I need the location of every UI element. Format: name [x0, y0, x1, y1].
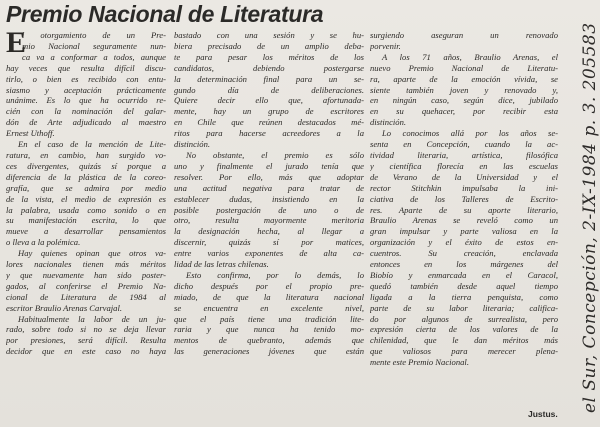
text-line: lidad de las letras chilenas. [174, 259, 269, 270]
text-line: otro, resulta mayormente meritoria [174, 215, 364, 226]
text-line: dón de Arte adjudicado al maestro [6, 117, 166, 128]
text-line: ca va a conformar a todos, aunque [22, 51, 166, 62]
text-line: su manifestación escrita, lo que [6, 215, 166, 226]
text-line: distinción. [370, 117, 407, 128]
text-line: grafía, que se admira por medio [6, 182, 166, 193]
text-line: la designación hecha, al llegar a [174, 226, 364, 237]
text-line: Esto confirma, por lo demás, lo [186, 269, 364, 280]
text-line: dicho después por el propio pre- [174, 280, 364, 291]
text-line: do por algunos de surrealista, pero [370, 313, 558, 324]
text-line: cién con la nominación del galar- [6, 106, 166, 117]
text-line: se encuentra en excelente nivel, [174, 302, 364, 313]
text-line: Biobío y enmarcada en el Caracol, [370, 269, 558, 280]
text-line: y que nuevamente han sido poster- [6, 269, 166, 280]
text-line: candidatos, debiendo postergarse [174, 62, 364, 73]
text-line: porvenir. [370, 40, 401, 51]
text-line: escritor Braulio Arenas Carvajal. [6, 302, 123, 313]
text-line: una actitud negativa para tratar de [174, 182, 364, 193]
text-line: resolver. Por ello, más que adoptar [174, 171, 364, 182]
text-line: miado, de que la literatura nacional [174, 291, 364, 302]
text-line: te para pesar los méritos de los [174, 51, 364, 62]
article-title: Premio Nacional de Literatura [6, 1, 324, 27]
text-line: ciativa de los Talleres de Escrito- [370, 193, 558, 204]
handwritten-annotation: el Sur, Concepción, 2-IX-1984 p. 3. 205583 [580, 22, 600, 413]
text-line: o lleva a la polémica. [6, 237, 81, 248]
text-line: senta en Concepción, cuando la ac- [370, 139, 558, 150]
text-line: siasmo y aceptación prácticamente [6, 84, 166, 95]
text-line: que valiosos para merecer plena- [370, 346, 558, 357]
text-line: hay veces que resulta difícil discu- [6, 62, 166, 73]
text-line: quedó también desde aquel tiempo [370, 280, 558, 291]
text-line: parte de su labor literaria; califica- [370, 302, 558, 313]
text-line: A los 71 años, Braulio Arenas, el [382, 51, 558, 62]
text-line: Braulio Arenas se reveló como un [370, 215, 558, 226]
text-line: y científica florecía en las escuelas [370, 160, 558, 171]
text-line: raria y que nunca ha tenido mo- [174, 324, 364, 335]
text-line: surgiendo aseguran un renovado [370, 30, 558, 40]
text-line: rado, sobre todo si no se deja llevar [6, 324, 166, 335]
text-line: mente este Premio Nacional. [370, 357, 469, 368]
text-line: ces divergentes, quizás sí porque a [6, 160, 166, 171]
text-line: la palabra, usada como sonido o en [6, 204, 166, 215]
text-line: tividad literaria, artística, filosófica [370, 149, 558, 160]
text-line: entre varios exponentes de alta ca- [174, 248, 364, 259]
text-line: diferencia de la plástica de la coreo- [6, 171, 166, 182]
text-line: unánime. Es lo que ha ocurrido re- [6, 95, 166, 106]
text-line: rector Stitchkin impulsaba la ini- [370, 182, 558, 193]
text-line: discernir, quizás sí por matices, [174, 237, 364, 248]
text-line: mio Nacional seguramente nun- [22, 40, 166, 51]
text-line: ligada a la tierra penquista, como [370, 291, 558, 302]
text-line: gran impulsar y parte valiosa en la [370, 226, 558, 237]
column-3-text [370, 30, 558, 368]
text-line: en su quehacer, por recibir esta [370, 106, 558, 117]
text-line: la determinación final para un se- [174, 73, 364, 84]
text-line: que el país tiene una tradición lite- [174, 313, 364, 324]
text-line: decidor que en este caso no haya [6, 346, 166, 357]
article-column-1 [6, 26, 166, 357]
text-line: l otorgamiento de un Pre- [22, 30, 166, 40]
text-line: de Verano de la Universidad y el [370, 171, 558, 182]
text-line: mente, hay un grupo de escritores [174, 106, 364, 117]
text-line: distinción. [174, 139, 211, 150]
text-line: lores nacionales tienen más méritos [6, 259, 166, 270]
text-line: entonces en los márgenes del [370, 259, 558, 270]
article-signature: Justus. [528, 409, 558, 419]
text-line: Quiere decir ello que, afortunada- [174, 95, 364, 106]
text-line: Habitualmente la labor de un ju- [18, 313, 166, 324]
article-column-2 [174, 30, 364, 357]
text-line: siente también joven y renovado y, [370, 84, 558, 95]
text-line: ra, aparte de la emoción vívida, se [370, 73, 558, 84]
text-line: ratura, en cambio, han surgido vo- [6, 149, 166, 160]
text-line: de la vista, el medio de expresión es [6, 193, 166, 204]
drop-cap-letter: E [6, 26, 27, 59]
text-line: No obstante, el premio es sólo [186, 149, 364, 160]
column-1-text [6, 26, 166, 357]
text-line: Ernest Uthoff. [6, 128, 55, 139]
text-line: posible postergación de uno o de [174, 204, 364, 215]
text-line: cional de Literatura de 1984 al [6, 291, 166, 302]
text-line: establecer dudas, insistiendo en la [174, 193, 364, 204]
text-line: ritos para hacerse acreedores a la [174, 128, 364, 139]
text-line: cuentros. Su creación, enclavada [370, 248, 558, 259]
text-line: en ningún caso, según dice, jubilado [370, 95, 558, 106]
text-line: En el caso de la mención de Lite- [18, 139, 166, 150]
article-column-3 [370, 30, 558, 368]
text-line: bastado con una sesión y se hu- [174, 30, 364, 40]
column-2-text [174, 30, 364, 357]
text-line: nuevo Premio Nacional de Literatu- [370, 62, 558, 73]
text-line: uno y finalmente el jurado tenía que [174, 160, 364, 171]
text-line: res. Aparte de su aporte literario, [370, 204, 558, 215]
text-line: expresión cierta de los valores de la [370, 324, 558, 335]
text-line: tirlo, o bien es recibido con entu- [6, 73, 166, 84]
text-line: Hay quienes opinan que otros va- [18, 248, 166, 259]
text-line: por presiones, será difícil. Resulta [6, 335, 166, 346]
text-line: las generaciones jóvenes que están [174, 346, 364, 357]
text-line: mentos de quebranto, además que [174, 335, 364, 346]
text-line: mueve a desarrollar pensamientos [6, 226, 166, 237]
text-line: Lo conocimos allá por los años se- [382, 128, 558, 139]
text-line: gados, al conferirse el Premio Na- [6, 280, 166, 291]
text-line: gundo día de deliberaciones. [174, 84, 364, 95]
text-line: organización y el éxito de estos en- [370, 237, 558, 248]
text-line: chilenidad, que le dan méritos más [370, 335, 558, 346]
text-line: en Chile que reúnen destacados mé- [174, 117, 364, 128]
text-line: biera precisado de un amplio deba- [174, 40, 364, 51]
